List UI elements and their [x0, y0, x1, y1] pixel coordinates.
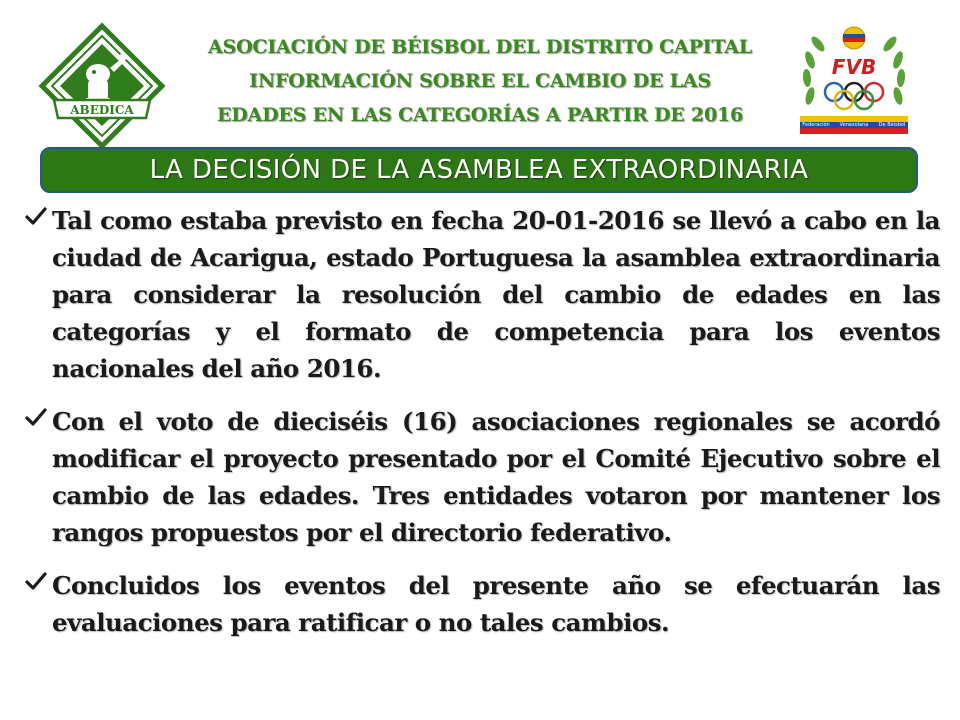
- bullet-list: [20, 202, 940, 657]
- abedica-logo-text: ABEDICA: [70, 103, 134, 117]
- bullet-item: [20, 403, 940, 551]
- checkmark-icon: [24, 405, 48, 429]
- bullet-text: Concluidos los eventos del presente año se efectuarán las evaluaciones para ratificar o no tales cambios.: [52, 571, 940, 637]
- bullet-text: Tal como estaba previsto en fecha 20-01-2016 se llevó a cabo en la ciudad de Acarigua, estado Portuguesa la asamblea extraordinaria para considerar la resolución del cambio de edades en las categorías y el formato de competencia para los eventos nacionales del año 2016.: [52, 206, 940, 383]
- bullet-item: [20, 202, 940, 387]
- fvb-ribbon-word-2: Venezolana: [839, 122, 869, 128]
- header-line-2: INFORMACIÓN SOBRE EL CAMBIO DE LAS: [249, 70, 711, 92]
- header: [170, 30, 790, 132]
- header-line-3: EDADES EN LAS CATEGORÍAS A PARTIR DE 2016: [216, 104, 744, 126]
- fvb-ribbon-word-1: Federación: [802, 122, 830, 128]
- banner-title: LA DECISIÓN DE LA ASAMBLEA EXTRAORDINARIA: [149, 155, 809, 185]
- fvb-logo: [798, 20, 910, 140]
- checkmark-icon: [24, 569, 48, 593]
- header-line-1: ASOCIACIÓN DE BÉISBOL DEL DISTRITO CAPITAL: [208, 36, 752, 58]
- fvb-logo-text: FVB: [831, 55, 877, 79]
- abedica-logo: [38, 22, 166, 150]
- checkmark-icon: [24, 204, 48, 228]
- bullet-item: [20, 567, 940, 641]
- bullet-text: Con el voto de dieciséis (16) asociaciones regionales se acordó modificar el proyecto presentado por el Comité Ejecutivo sobre el cambio de las edades. Tres entidades votaron por mantener los rangos propuestos por el directorio federativo.: [52, 407, 940, 547]
- title-banner: [40, 147, 918, 193]
- fvb-ribbon-word-3: De Béisbol: [878, 122, 906, 128]
